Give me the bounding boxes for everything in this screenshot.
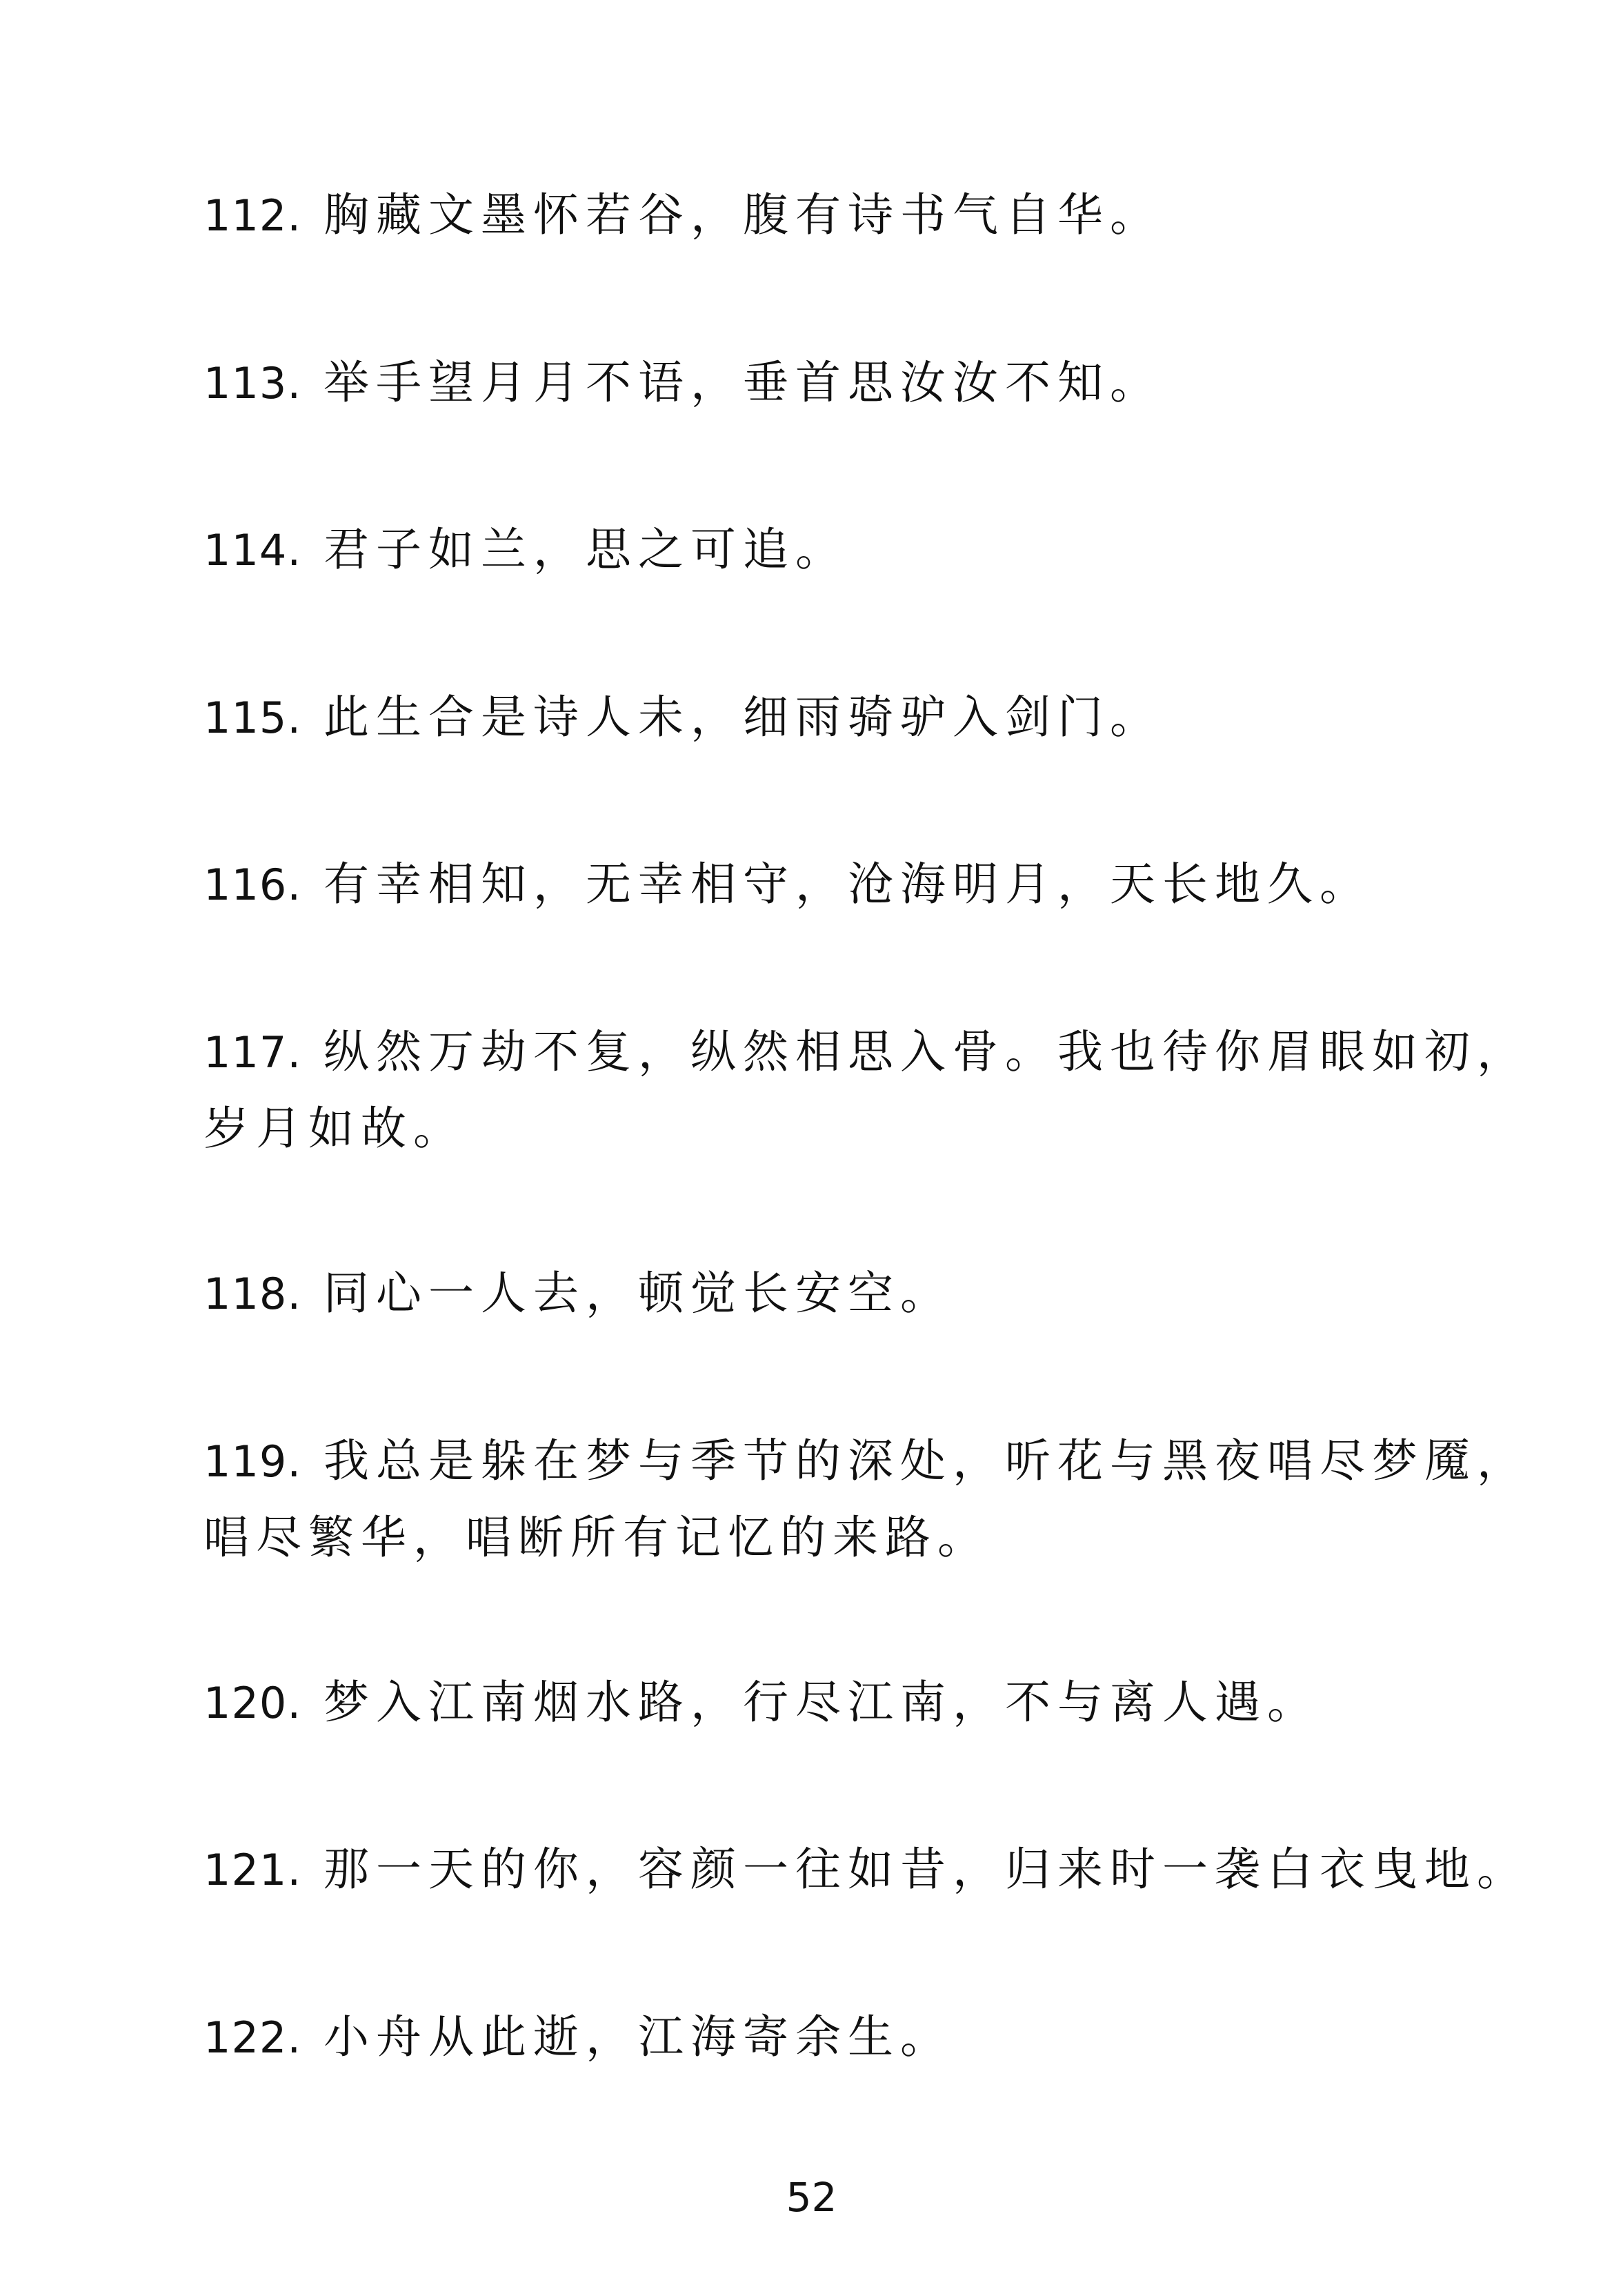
entry-112 [203, 177, 1459, 254]
entry-text: 有幸相知，无幸相守，沧海明月，天长地久。 [323, 858, 1373, 911]
entry-number: 113. [203, 358, 302, 408]
entry-line [203, 1832, 1530, 1908]
entry-text: 举手望月月不语，垂首思汝汝不知。 [323, 356, 1163, 409]
entry-line [203, 345, 1459, 422]
entry-text: 纵然万劫不复，纵然相思入骨。我也待你眉眼如初， [323, 1025, 1530, 1078]
entry-line [203, 1500, 1459, 1576]
entry-text: 此生合是诗人未，细雨骑驴入剑门。 [323, 691, 1163, 744]
entry-114 [203, 512, 1459, 588]
entry-line [203, 1014, 1530, 1091]
entry-line [203, 847, 1459, 923]
entry-number: 115. [203, 693, 302, 743]
entry-120 [203, 1665, 1459, 1741]
entry-number: 117. [203, 1027, 302, 1078]
entry-line [203, 177, 1459, 254]
entry-115 [203, 680, 1459, 756]
entry-number: 118. [203, 1269, 302, 1319]
entry-number: 114. [203, 525, 302, 575]
entry-line [203, 1665, 1459, 1741]
entry-122 [203, 1999, 1459, 2076]
entry-number: 120. [203, 1678, 302, 1728]
entry-text: 我总是躲在梦与季节的深处，听花与黑夜唱尽梦魇， [323, 1434, 1530, 1487]
entry-line [203, 1256, 1459, 1332]
entry-number: 116. [203, 860, 302, 910]
entry-121 [203, 1832, 1530, 1908]
entry-line [203, 1423, 1530, 1500]
entry-118 [203, 1256, 1459, 1332]
entry-117 [203, 1014, 1530, 1167]
entry-line [203, 512, 1459, 588]
page-number: 52 [786, 2174, 837, 2221]
entry-text: 同心一人去，顿觉长安空。 [323, 1267, 953, 1320]
entry-line [203, 680, 1459, 756]
entry-number: 121. [203, 1845, 302, 1895]
entry-119 [203, 1423, 1530, 1576]
entry-116 [203, 847, 1459, 923]
entry-text: 小舟从此逝，江海寄余生。 [323, 2010, 953, 2064]
entry-line [203, 1091, 1459, 1167]
entry-text: 唱尽繁华，唱断所有记忆的来路。 [203, 1511, 990, 1564]
entry-number: 122. [203, 2012, 302, 2063]
entry-113 [203, 345, 1459, 422]
entry-text: 胸藏文墨怀若谷，腹有诗书气自华。 [323, 188, 1163, 241]
entry-text: 那一天的你，容颜一往如昔，归来时一袭白衣曳地。 [323, 1843, 1530, 1896]
entry-number: 112. [203, 190, 302, 241]
entry-text: 岁月如故。 [203, 1102, 466, 1155]
entry-text: 君子如兰，思之可追。 [323, 523, 848, 576]
entry-text: 梦入江南烟水路，行尽江南，不与离人遇。 [323, 1676, 1320, 1729]
entry-number: 119. [203, 1436, 302, 1487]
entry-line [203, 1999, 1459, 2076]
